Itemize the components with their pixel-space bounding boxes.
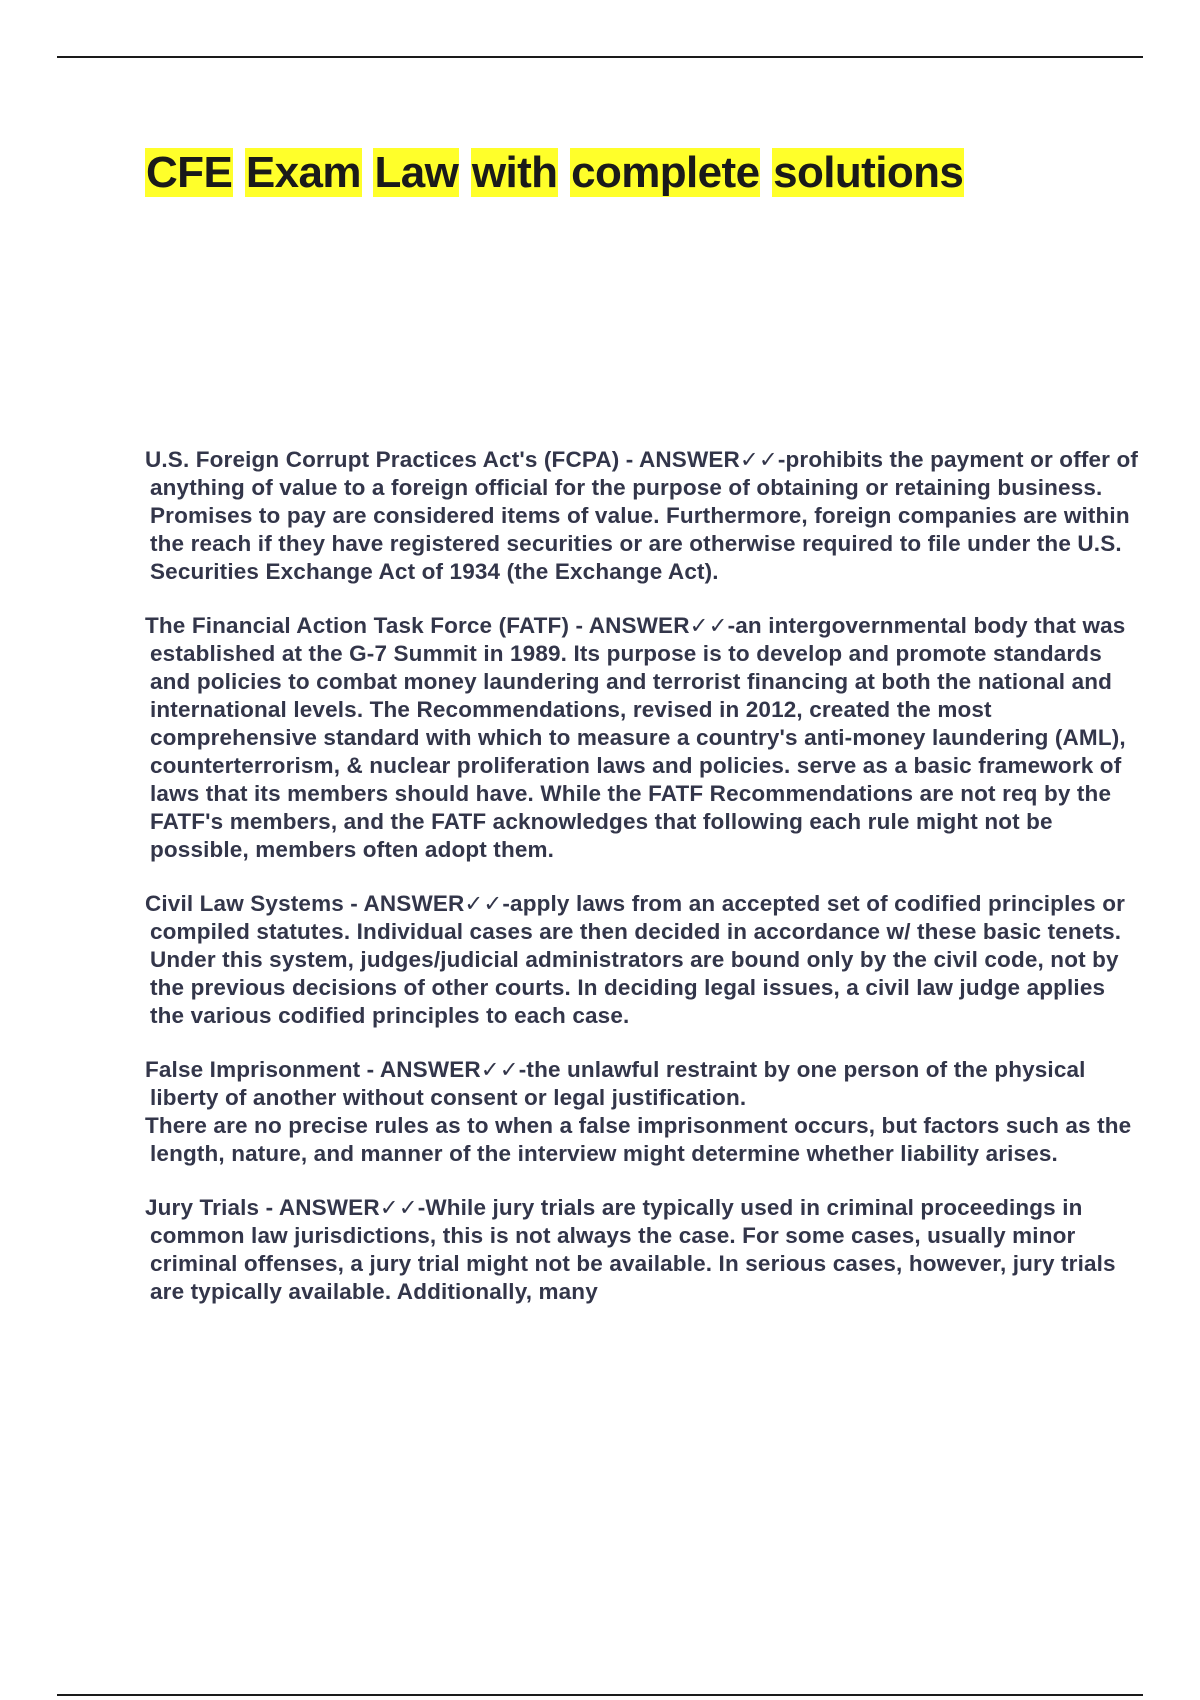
qa-term: Jury Trials [145,1195,260,1220]
qa-answer: an intergovernmental body that was established at the G-7 Summit in 1989. Its purpose is to develop and promote standards and policies to combat money laundering and terrorist financing at both the national and international levels. The Recommendations, revised in 2012, created the most comprehensive standard with which to measure a country's anti-money laundering (AML), counterterrorism, & nuclear proliferation laws and policies. serve as a basic framework of laws that its members should have. While the FATF Recommendations are not req by the FATF's members, and the FATF acknowledges that following each rule might not be possible, members often adopt them. [150,613,1126,862]
qa-answer-continuation: There are no precise rules as to when a false imprisonment occurs, but factors such as the length, nature, and manner of the interview might determine whether liability arises. [145,1113,1132,1166]
title-word: solutions [773,148,964,197]
qa-term: U.S. Foreign Corrupt Practices Act's (FCPA) [145,447,620,472]
qa-term: The Financial Action Task Force (FATF) [145,613,570,638]
qa-term: False Imprisonment [145,1057,361,1082]
qa-separator: - ANSWER✓✓- [259,1195,426,1220]
qa-separator: - ANSWER✓✓- [619,447,786,472]
qa-list [145,446,1145,1332]
qa-separator: - ANSWER✓✓- [343,891,511,916]
qa-entry [145,1056,1145,1168]
qa-term: Civil Law Systems [145,891,344,916]
qa-entry [145,612,1145,864]
qa-answer: the unlawful restraint by one person of the physical liberty of another without consent or legal justification. [150,1057,1086,1110]
bottom-rule [57,1694,1143,1696]
title-word: complete [571,148,760,197]
qa-answer: While jury trials are typically used in criminal proceedings in common law jurisdictions, this is not always the case. For some cases, usually minor criminal offenses, a jury trial might not be available. In serious cases, however, jury trials are typically available. Additionally, many [150,1195,1116,1304]
title-word: Exam [245,148,361,197]
top-rule [57,56,1143,58]
title-word: Law [374,148,459,197]
document-title [145,144,964,202]
qa-answer: apply laws from an accepted set of codified principles or compiled statutes. Individual cases are then decided in accordance w/ these basic tenets. Under this system, judges/judicial administrators are bound only by the civil code, not by the previous decisions of other courts. In deciding legal issues, a civil law judge applies the various codified principles to each case. [150,891,1125,1028]
qa-answer: prohibits the payment or offer of anything of value to a foreign official for the purpose of obtaining or retaining business. Promises to pay are considered items of value. Furthermore, foreign companies are within the reach if they have registered securities or are otherwise required to file under the U.S. Securities Exchange Act of 1934 (the Exchange Act). [150,447,1138,584]
title-word: CFE [146,148,233,197]
qa-entry [145,1194,1145,1306]
title-word: with [471,148,558,197]
qa-separator: - ANSWER✓✓- [569,613,736,638]
qa-separator: - ANSWER✓✓- [360,1057,527,1082]
qa-entry [145,446,1145,586]
qa-entry [145,890,1145,1030]
